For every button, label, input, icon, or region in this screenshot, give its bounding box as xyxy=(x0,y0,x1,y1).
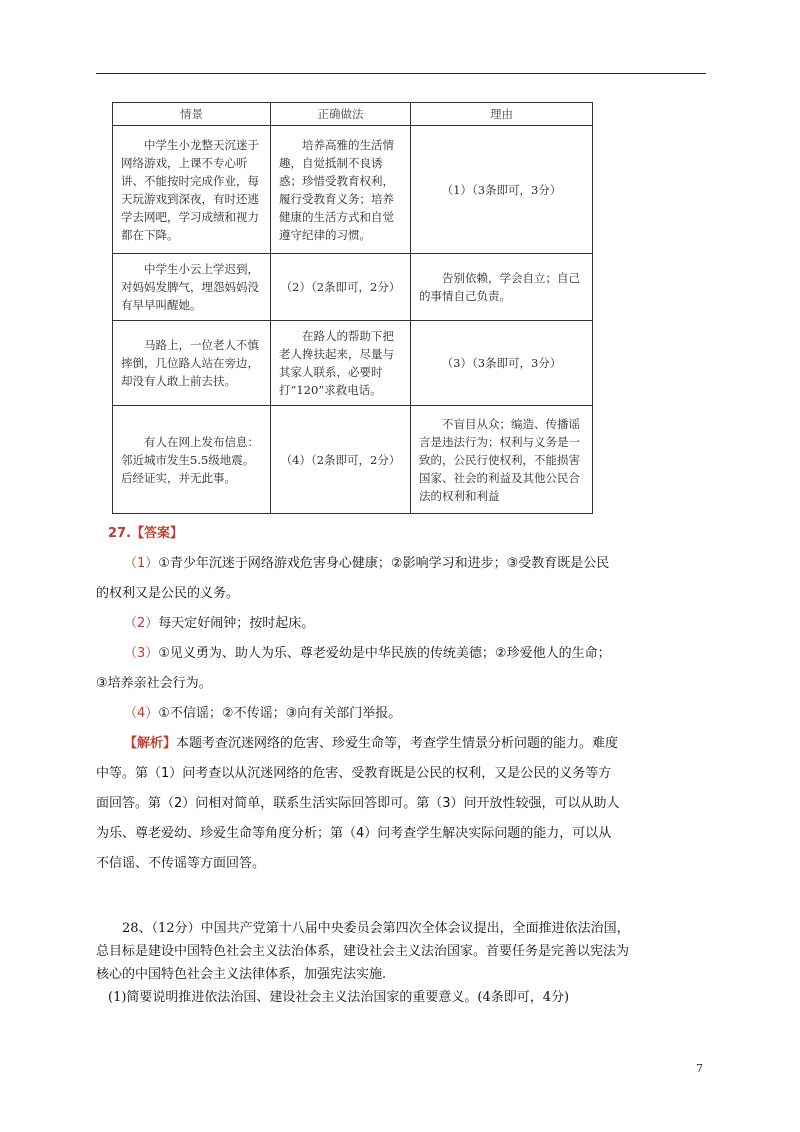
answer-title: 27.【答案】 xyxy=(108,526,184,541)
scene-cell: 有人在网上发布信息：邻近城市发生5.5级地震。后经证实，并无此事。 xyxy=(113,406,271,514)
answer-section xyxy=(96,522,706,879)
question-28 xyxy=(96,917,706,1009)
reason-cell: 不盲目从众；编造、传播谣言是违法行为；权利与义务是一致的，公民行使权利，不能损害国家、社会的利益及其他公民合法的权利和利益 xyxy=(411,406,593,514)
scene-cell: 中学生小龙整天沉迷于网络游戏，上课不专心听讲、不能按时完成作业，每天玩游戏到深夜，有时还逃学去网吧，学习成绩和视力都在下降。 xyxy=(113,126,271,254)
column-header: 理由 xyxy=(411,103,593,126)
analysis-line-4: 为乐、尊老爱幼、珍爱生命等角度分析；第（4）问考查学生解决实际问题的能力，可以从 xyxy=(96,826,612,841)
scene-cell: 中学生小云上学迟到，对妈妈发脾气，埋怨妈妈没有早早叫醒她。 xyxy=(113,254,271,321)
answer-1 xyxy=(96,549,706,579)
question-28-subquestion-1: (1)简要说明推进依法治国、建设社会主义法治国家的重要意义。(4条即可，4分) xyxy=(108,990,570,1005)
reason-cell: （1）（3条即可，3分） xyxy=(411,126,593,254)
analysis-text-1: 本题考查沉迷网络的危害、珍爱生命等，考查学生情景分析问题的能力。难度 xyxy=(176,736,619,751)
question-28-line-1: 28、（12分）中国共产党第十八届中央委员会第四次全体会议提出，全面推进依法治国， xyxy=(122,921,630,936)
analysis-line-3: 面回答。第（2）问相对简单，联系生活实际回答即可。第（3）问开放性较强，可以从助人 xyxy=(96,796,620,811)
answer-3-number: （3） xyxy=(124,646,159,661)
action-cell: 在路人的帮助下把老人搀扶起来，尽量与其家人联系，必要时打“120”求救电话。 xyxy=(271,321,411,406)
question-table xyxy=(112,102,593,514)
page-number: 7 xyxy=(696,1062,703,1075)
action-cell: （4）（2条即可，2分） xyxy=(271,406,411,514)
analysis-line-1 xyxy=(96,729,706,759)
answer-1-continued: 的权利又是公民的义务。 xyxy=(96,586,240,601)
action-cell: 培养高雅的生活情趣，自觉抵制不良诱惑；珍惜受教育权利，履行受教育义务；培养健康的生活方式和自觉遵守纪律的习惯。 xyxy=(271,126,411,254)
question-28-line-2: 总目标是建设中国特色社会主义法治体系，建设社会主义法治国家。首要任务是完善以宪法为 xyxy=(96,944,630,959)
table-row xyxy=(113,321,593,406)
header-rule xyxy=(96,73,706,74)
table-row xyxy=(113,406,593,514)
analysis-line-5: 不信谣、不传谣等方面回答。 xyxy=(96,856,266,871)
answer-4-number: （4） xyxy=(124,706,159,721)
reason-cell: （3）（3条即可，3分） xyxy=(411,321,593,406)
reason-cell: 告别依赖，学会自立；自己的事情自己负责。 xyxy=(411,254,593,321)
answer-3-continued: ③培养亲社会行为。 xyxy=(96,676,212,691)
answer-1-number: （1） xyxy=(124,556,159,571)
scene-cell: 马路上，一位老人不慎摔倒，几位路人站在旁边，却没有人敢上前去扶。 xyxy=(113,321,271,406)
answer-3-text: ①见义勇为、助人为乐、尊老爱幼是中华民族的传统美德；②珍爱他人的生命； xyxy=(158,646,611,661)
answer-2 xyxy=(96,609,706,639)
answer-1-text: ①青少年沉迷于网络游戏危害身心健康；②影响学习和进步；③受教育既是公民 xyxy=(158,556,610,571)
table-header-row xyxy=(113,103,593,126)
question-28-line-3: 核心的中国特色社会主义法律体系，加强宪法实施. xyxy=(96,967,387,982)
analysis-line-2: 中等。第（1）问考查以从沉迷网络的危害、受教育既是公民的权利，又是公民的义务等方 xyxy=(96,766,612,781)
answer-4 xyxy=(96,699,706,729)
column-header: 正确做法 xyxy=(271,103,411,126)
answer-2-number: （2） xyxy=(124,616,159,631)
answer-2-text: 每天定好闹钟；按时起床。 xyxy=(158,616,315,631)
table-row xyxy=(113,254,593,321)
answer-4-text: ①不信谣；②不传谣；③向有关部门举报。 xyxy=(158,706,402,721)
table-row xyxy=(113,126,593,254)
column-header: 情景 xyxy=(113,103,271,126)
analysis-tag: 【解析】 xyxy=(124,736,177,751)
answer-3 xyxy=(96,639,706,669)
action-cell: （2）（2条即可，2分） xyxy=(271,254,411,321)
